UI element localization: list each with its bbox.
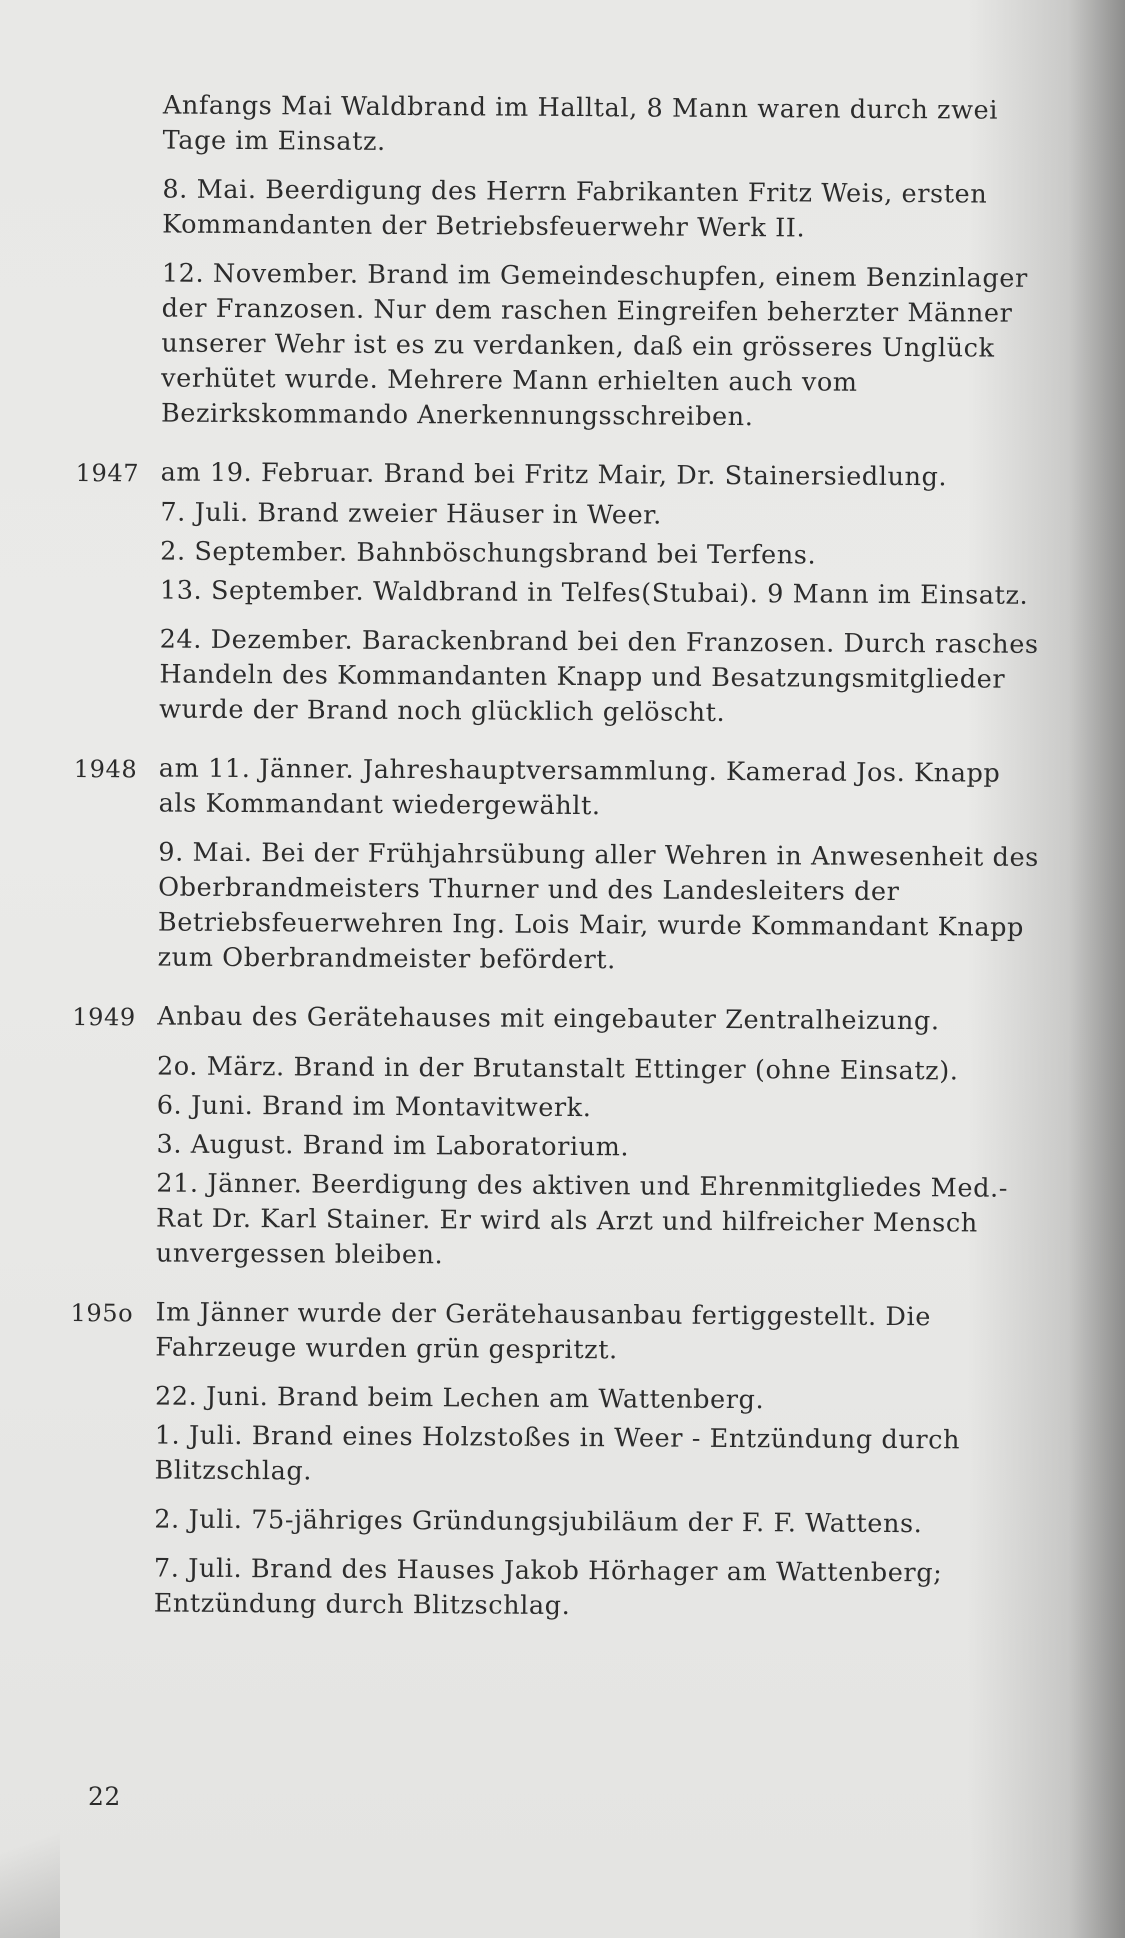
entry-text: Anfangs Mai Waldbrand im Halltal, 8 Mann waren durch zwei Tage im Einsatz. (162, 90, 999, 157)
entry-year (69, 1418, 154, 1489)
entry-text: 2o. März. Brand in der Brutanstalt Ettinger (ohne Einsatz). (156, 1051, 959, 1087)
chronicle-entry (71, 1127, 1041, 1168)
entry-year (75, 495, 160, 531)
entry-text: 21. Jänner. Beerdigung des aktiven und Ehrenmitgliedes Med.-Rat Dr. Karl Stainer. Er wird als Arzt und hilfreicher Mensch unvergessen bleiben. (155, 1168, 1009, 1271)
entry-text: 3. August. Brand im Laboratorium. (156, 1129, 630, 1163)
entry-year (75, 534, 160, 570)
page-number: 22 (88, 1782, 121, 1811)
entry-text: 6. Juni. Brand im Montavitwerk. (156, 1090, 592, 1124)
entry-year (78, 88, 163, 159)
chronicle-entry (71, 1166, 1042, 1277)
entry-year: 1947 (75, 458, 140, 488)
entry-year (71, 1166, 157, 1272)
chronicle-entry (75, 573, 1045, 614)
entry-year (71, 1127, 156, 1163)
entry-text: am 11. Jänner. Jahreshauptversammlung. Kamerad Jos. Knapp als Kommandant wiedergewählt. (158, 753, 1001, 822)
entry-text: 8. Mai. Beerdigung des Herrn Fabrikanten Fritz Weis, ersten Kommandanten der Betriebsfeuerwehr Werk II. (162, 174, 988, 244)
entry-text: 22. Juni. Brand beim Lechen am Wattenberg. (154, 1381, 765, 1416)
entry-text: Anbau des Gerätehauses mit eingebauter Zentralheizung. (157, 1001, 940, 1037)
entry-text: 9. Mai. Bei der Frühjahrsübung aller Wehren in Anwesenheit des Oberbrandmeisters Thurner und des Landesleiters der Betriebsfeuerwehren Ing. Lois Mair, wurde Kommandant Knapp zum Oberbrandmeister befördert. (157, 837, 1040, 976)
page-edge-shadow (0, 1778, 60, 1938)
entry-text: 1. Juli. Brand eines Holzstoßes in Weer - Entzündung durch Blitzschlag. (154, 1420, 961, 1487)
entry-year (70, 1379, 155, 1415)
entry-year: 1948 (73, 754, 138, 784)
chronicle-entry (72, 999, 1042, 1041)
entry-text: 7. Juli. Brand des Hauses Jakob Hörhager am Wattenberg; Entzündung durch Blitzschlag. (153, 1553, 943, 1622)
chronicle-entry (70, 1379, 1040, 1420)
entry-year (77, 172, 162, 243)
chronicle-entry (73, 835, 1044, 981)
chronicle-entry (74, 622, 1045, 733)
entry-text: 2. September. Bahnböschungsbrand bei Terfens. (160, 536, 817, 571)
entry-year (69, 1502, 154, 1538)
chronicle-entry (70, 1295, 1040, 1371)
chronicle-entry (77, 172, 1047, 248)
entry-year: 1949 (72, 1002, 136, 1032)
entry-text: 12. November. Brand im Gemeindeschupfen, einem Benzinlager der Franzosen. Nur dem raschen Eingreifen beherzter Männer unserer Wehr ist es zu verdanken, daß ein grösseres Unglück verhütet wurde. Mehrere Mann erhielten auch vom Bezirkskommando Anerkennungsschreiben. (160, 258, 1028, 433)
entry-text: 7. Juli. Brand zweier Häuser in Weer. (160, 497, 663, 531)
entry-text: Im Jänner wurde der Gerätehausanbau fertiggestellt. Die Fahrzeuge wurden grün gespritzt. (155, 1297, 932, 1366)
chronicle-entry (75, 534, 1045, 575)
entry-year (76, 256, 162, 432)
entry-year (73, 835, 159, 976)
chronicle-entry (69, 1418, 1039, 1494)
chronicle-entry (72, 1088, 1042, 1129)
entry-text: 13. September. Waldbrand in Telfes(Stubai). 9 Mann im Einsatz. (159, 575, 1029, 611)
chronicle-entry (76, 455, 1046, 497)
chronicle-text (69, 88, 1048, 1641)
entry-year (74, 622, 160, 728)
entry-year (75, 573, 160, 609)
entry-text: am 19. Februar. Brand bei Fritz Mair, Dr. Stainersiedlung. (160, 457, 948, 493)
entry-year (72, 1049, 157, 1085)
entry-year (69, 1551, 154, 1622)
chronicle-entry (72, 1049, 1042, 1090)
chronicle-entry (74, 751, 1044, 827)
entry-year: 195o (70, 1298, 134, 1328)
chronicle-entry (75, 495, 1045, 536)
entry-text: 2. Juli. 75-jähriges Gründungsjubiläum der F. F. Wattens. (154, 1504, 923, 1540)
chronicle-entry (69, 1551, 1039, 1627)
entry-year (72, 1088, 157, 1124)
entry-text: 24. Dezember. Barackenbrand bei den Franzosen. Durch rasches Handeln des Kommandanten Knapp und Besatzungsmitglieder wurde der Brand noch glücklich gelöscht. (159, 624, 1039, 728)
chronicle-entry (78, 88, 1048, 164)
chronicle-entry (76, 256, 1047, 437)
chronicle-entry (69, 1502, 1039, 1543)
